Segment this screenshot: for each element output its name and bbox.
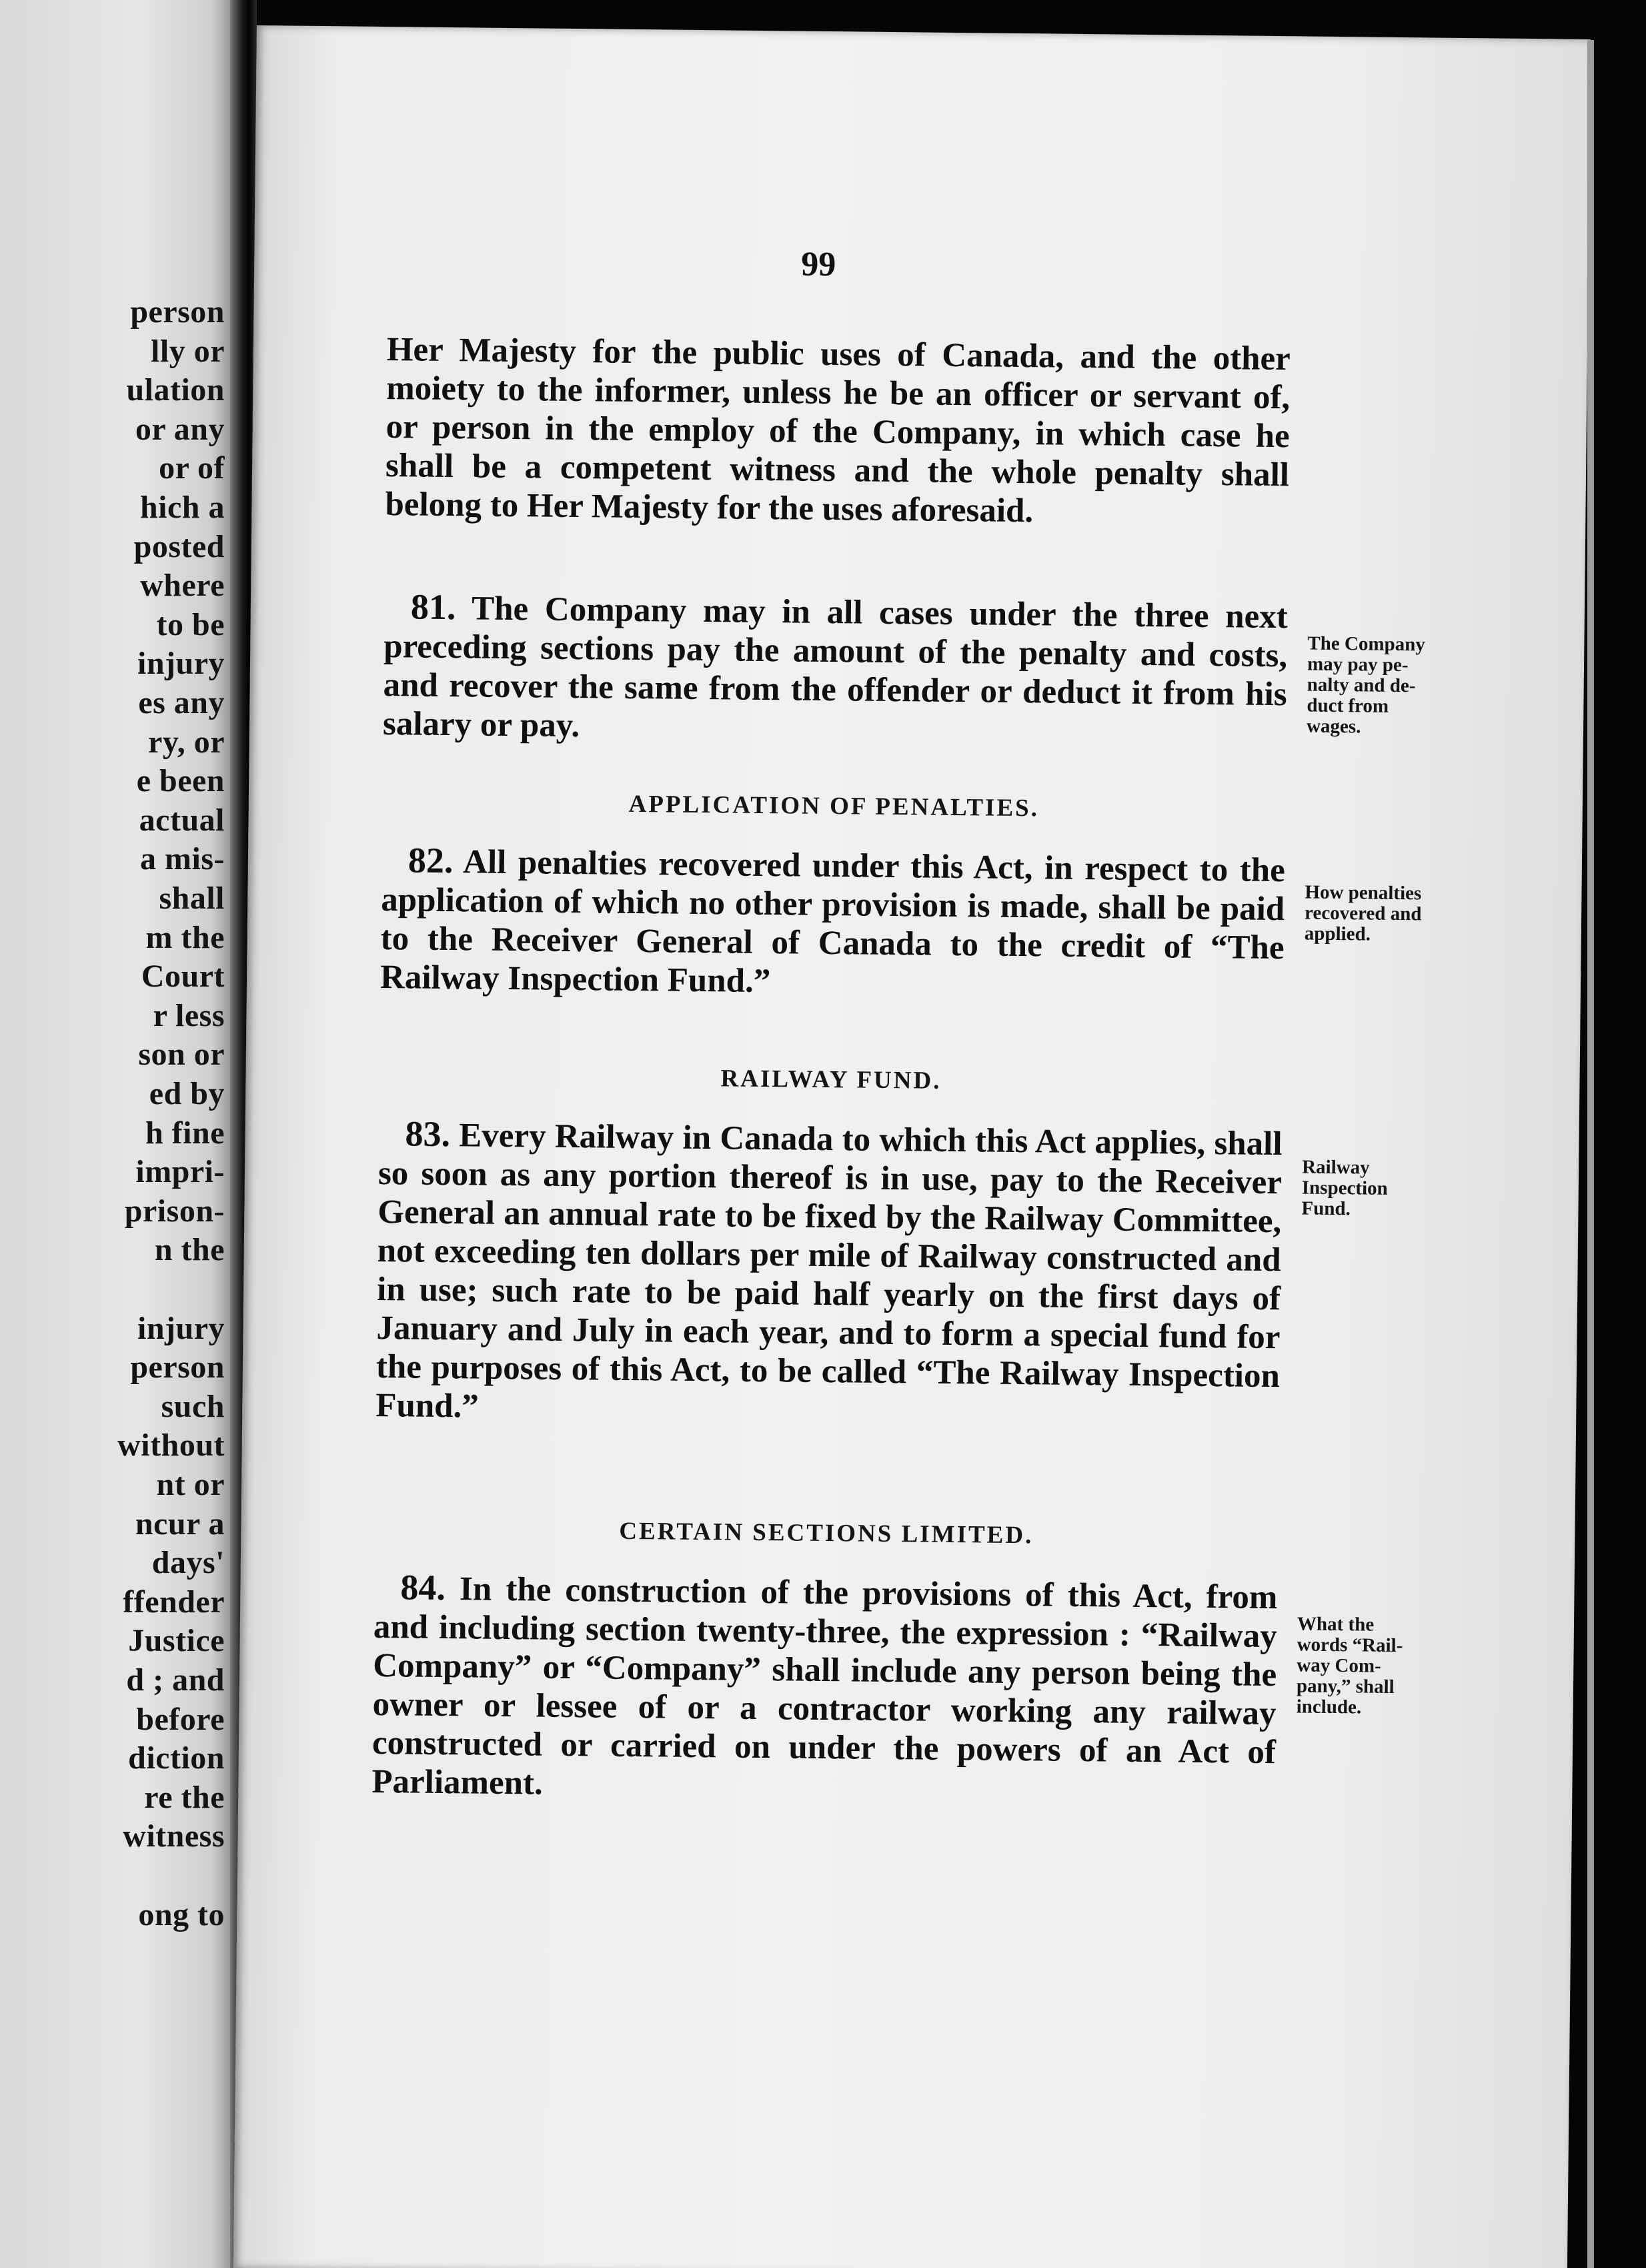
margin-note-82-line: recovered and	[1304, 902, 1422, 925]
left-page-line-fragment: d ; and	[126, 1662, 225, 1698]
left-page-line-fragment: or any	[135, 411, 225, 447]
left-facing-page	[0, 0, 230, 2268]
margin-note-81-line: may pay pe-	[1307, 653, 1409, 676]
margin-note-83-line: Railway	[1301, 1156, 1370, 1179]
section-81-paragraph: 81. The Company may in all cases under the three next preceding sections pay the amount of the penalty and costs, and recover the same from the offender or deduct it from his salary or pay.	[382, 586, 1289, 745]
section-82-number: 82	[407, 840, 445, 881]
section-82	[380, 840, 1285, 1006]
left-page-line-fragment: lly or	[151, 333, 225, 369]
section-84-paragraph: 84. In the construction of the provisions of this Act, from and including section twenty-three, the expression : “Railway Company” or “Company” shall include any person being the owner or lessee of or a contractor working any railway constructed or carried on under the powers of an Act of Parliament.	[371, 1567, 1278, 1802]
left-page-line-fragment: hich a	[139, 490, 225, 525]
left-page-line-fragment: injury	[137, 1310, 225, 1346]
margin-note-83-line: Inspection	[1301, 1177, 1388, 1199]
section-81-text: The Company may in all cases under the three next preceding sections pay the amount of the penalty and costs, and recover the same from the offender or deduct it from his salary or pay.	[382, 590, 1289, 745]
section-82-paragraph: 82. All penalties recovered under this Act, in respect to the application of which no other provision is made, shall be paid to the Receiver General of Canada to the credit of “The Railway Inspection Fund.”	[379, 840, 1286, 1001]
left-page-line-fragment: Justice	[128, 1623, 225, 1659]
intro-paragraph	[385, 330, 1291, 533]
left-page-line-fragment: ry, or	[148, 724, 225, 760]
heading-application-of-penalties: APPLICATION OF PENALTIES.	[628, 790, 1040, 822]
left-page-line-fragment: son or	[138, 1037, 225, 1073]
section-83-paragraph: 83. Every Railway in Canada to which this Act applies, shall so soon as any portion thereof is in use, pay to the Receiver General an annual rate to be fixed by the Railway Committee, not exceeding ten dollars per mile of Railway constructed and in use; such rate to be paid half yearly on the first days of January and July in each year, and to form a special fund for the purposes of this Act, to be called “The Railway Inspection Fund.”	[375, 1113, 1283, 1426]
left-page-line-fragment: prison-	[124, 1193, 225, 1229]
heading-railway-fund: RAILWAY FUND.	[720, 1065, 942, 1095]
margin-note-81	[1307, 634, 1488, 739]
left-page-line-fragment: posted	[133, 528, 225, 564]
margin-note-83-line: Fund.	[1301, 1197, 1351, 1220]
section-81	[383, 587, 1288, 752]
left-page-line-fragment: where	[140, 568, 225, 604]
left-page-line-fragment: h fine	[145, 1115, 225, 1151]
section-81-number: 81	[410, 586, 448, 628]
left-page-line-fragment: diction	[128, 1740, 225, 1776]
section-83-number: 83	[405, 1113, 442, 1154]
margin-note-84-line: include.	[1296, 1696, 1362, 1718]
margin-note-81-line: duct from	[1307, 694, 1389, 717]
left-page-line-fragment: Court	[141, 959, 225, 995]
left-page-line-fragment: witness	[123, 1818, 225, 1854]
margin-note-83	[1301, 1157, 1482, 1221]
margin-note-84-line: What the	[1297, 1613, 1375, 1636]
section-84-number: 84	[400, 1567, 437, 1608]
right-page	[233, 25, 1591, 2268]
margin-note-84-line: way Com-	[1297, 1654, 1381, 1677]
left-page-line-fragment: shall	[159, 881, 225, 916]
left-page-line-fragment: injury	[137, 646, 225, 682]
section-84-text: In the construction of the provisions of this Act, from and including section twenty-three, the expression : “Railway Company” or “Company” shall include any person being the owner or lessee of or a contractor working any railway constructed or carried on under the powers of an Act of Parliament.	[371, 1570, 1278, 1802]
left-page-line-fragment: a mis-	[140, 841, 225, 877]
section-83	[375, 1114, 1283, 1434]
left-page-line-fragment: n the	[154, 1232, 225, 1268]
left-page-line-fragment: without	[117, 1428, 225, 1464]
left-page-line-fragment: to be	[156, 606, 225, 642]
margin-note-82-line: applied.	[1304, 923, 1371, 945]
left-page-line-fragment: es any	[138, 685, 225, 720]
margin-note-84-line: words “Rail-	[1297, 1634, 1403, 1657]
left-page-line-fragment: days'	[151, 1545, 225, 1581]
left-page-line-fragment: r less	[153, 997, 225, 1033]
left-page-line-fragment: ffender	[123, 1584, 225, 1620]
left-page-line-fragment: ong to	[138, 1896, 225, 1932]
section-83-text: Every Railway in Canada to which this Act applies, shall so soon as any portion thereof is in use, pay to the Receiver General an annual rate to be fixed by the Railway Committee, not exceeding ten dollars per mile of Railway constructed and in use; such rate to be paid half yearly on the first days of January and July in each year, and to form a special fund for the purposes of this Act, to be called “The Railway Inspection Fund.”	[375, 1117, 1283, 1426]
heading-certain-sections-limited: CERTAIN SECTIONS LIMITED.	[619, 1517, 1034, 1550]
left-page-line-fragment: such	[161, 1388, 225, 1424]
left-page-line-fragment: re the	[144, 1779, 225, 1815]
margin-note-81-line: wages.	[1306, 715, 1361, 738]
intro-paragraph-text: Her Majesty for the public uses of Canada, and the other moiety to the informer, unless he be an officer or servant of, or person in the employ of the Company, in which case he shall be a competent witness and the whole penalty shall belong to Her Majesty for the uses aforesaid.	[385, 331, 1291, 530]
section-84	[371, 1568, 1278, 1810]
margin-note-84-line: pany,” shall	[1296, 1675, 1395, 1698]
margin-note-81-line: nalty and de-	[1307, 674, 1416, 697]
margin-note-82	[1305, 883, 1485, 947]
left-page-line-fragment: or of	[159, 450, 225, 486]
left-page-line-fragment: e been	[136, 763, 225, 799]
left-page-line-fragment: impri-	[135, 1154, 225, 1190]
margin-note-84	[1297, 1614, 1478, 1719]
left-page-line-fragment: ncur a	[135, 1506, 225, 1542]
margin-note-82-line: How penalties	[1305, 881, 1422, 905]
left-page-line-fragment: ulation	[126, 372, 225, 408]
page-number: 99	[800, 245, 836, 284]
left-page-line-fragment: before	[136, 1701, 225, 1737]
left-page-line-fragment: nt or	[156, 1467, 225, 1502]
page-edge-shadow	[1587, 40, 1594, 2268]
margin-note-81-line: The Company	[1307, 632, 1425, 656]
left-page-line-fragment: m the	[145, 919, 225, 955]
left-page-line-fragment: ed by	[149, 1076, 225, 1111]
left-page-line-fragment: person	[130, 1349, 225, 1385]
section-82-text: All penalties recovered under this Act, in respect to the application of which no other provision is made, shall be paid to the Receiver General of Canada to the credit of “The Railway Inspection Fund.”	[379, 843, 1286, 1001]
left-page-line-fragment: actual	[139, 802, 225, 838]
left-page-line-fragment: person	[130, 294, 225, 330]
